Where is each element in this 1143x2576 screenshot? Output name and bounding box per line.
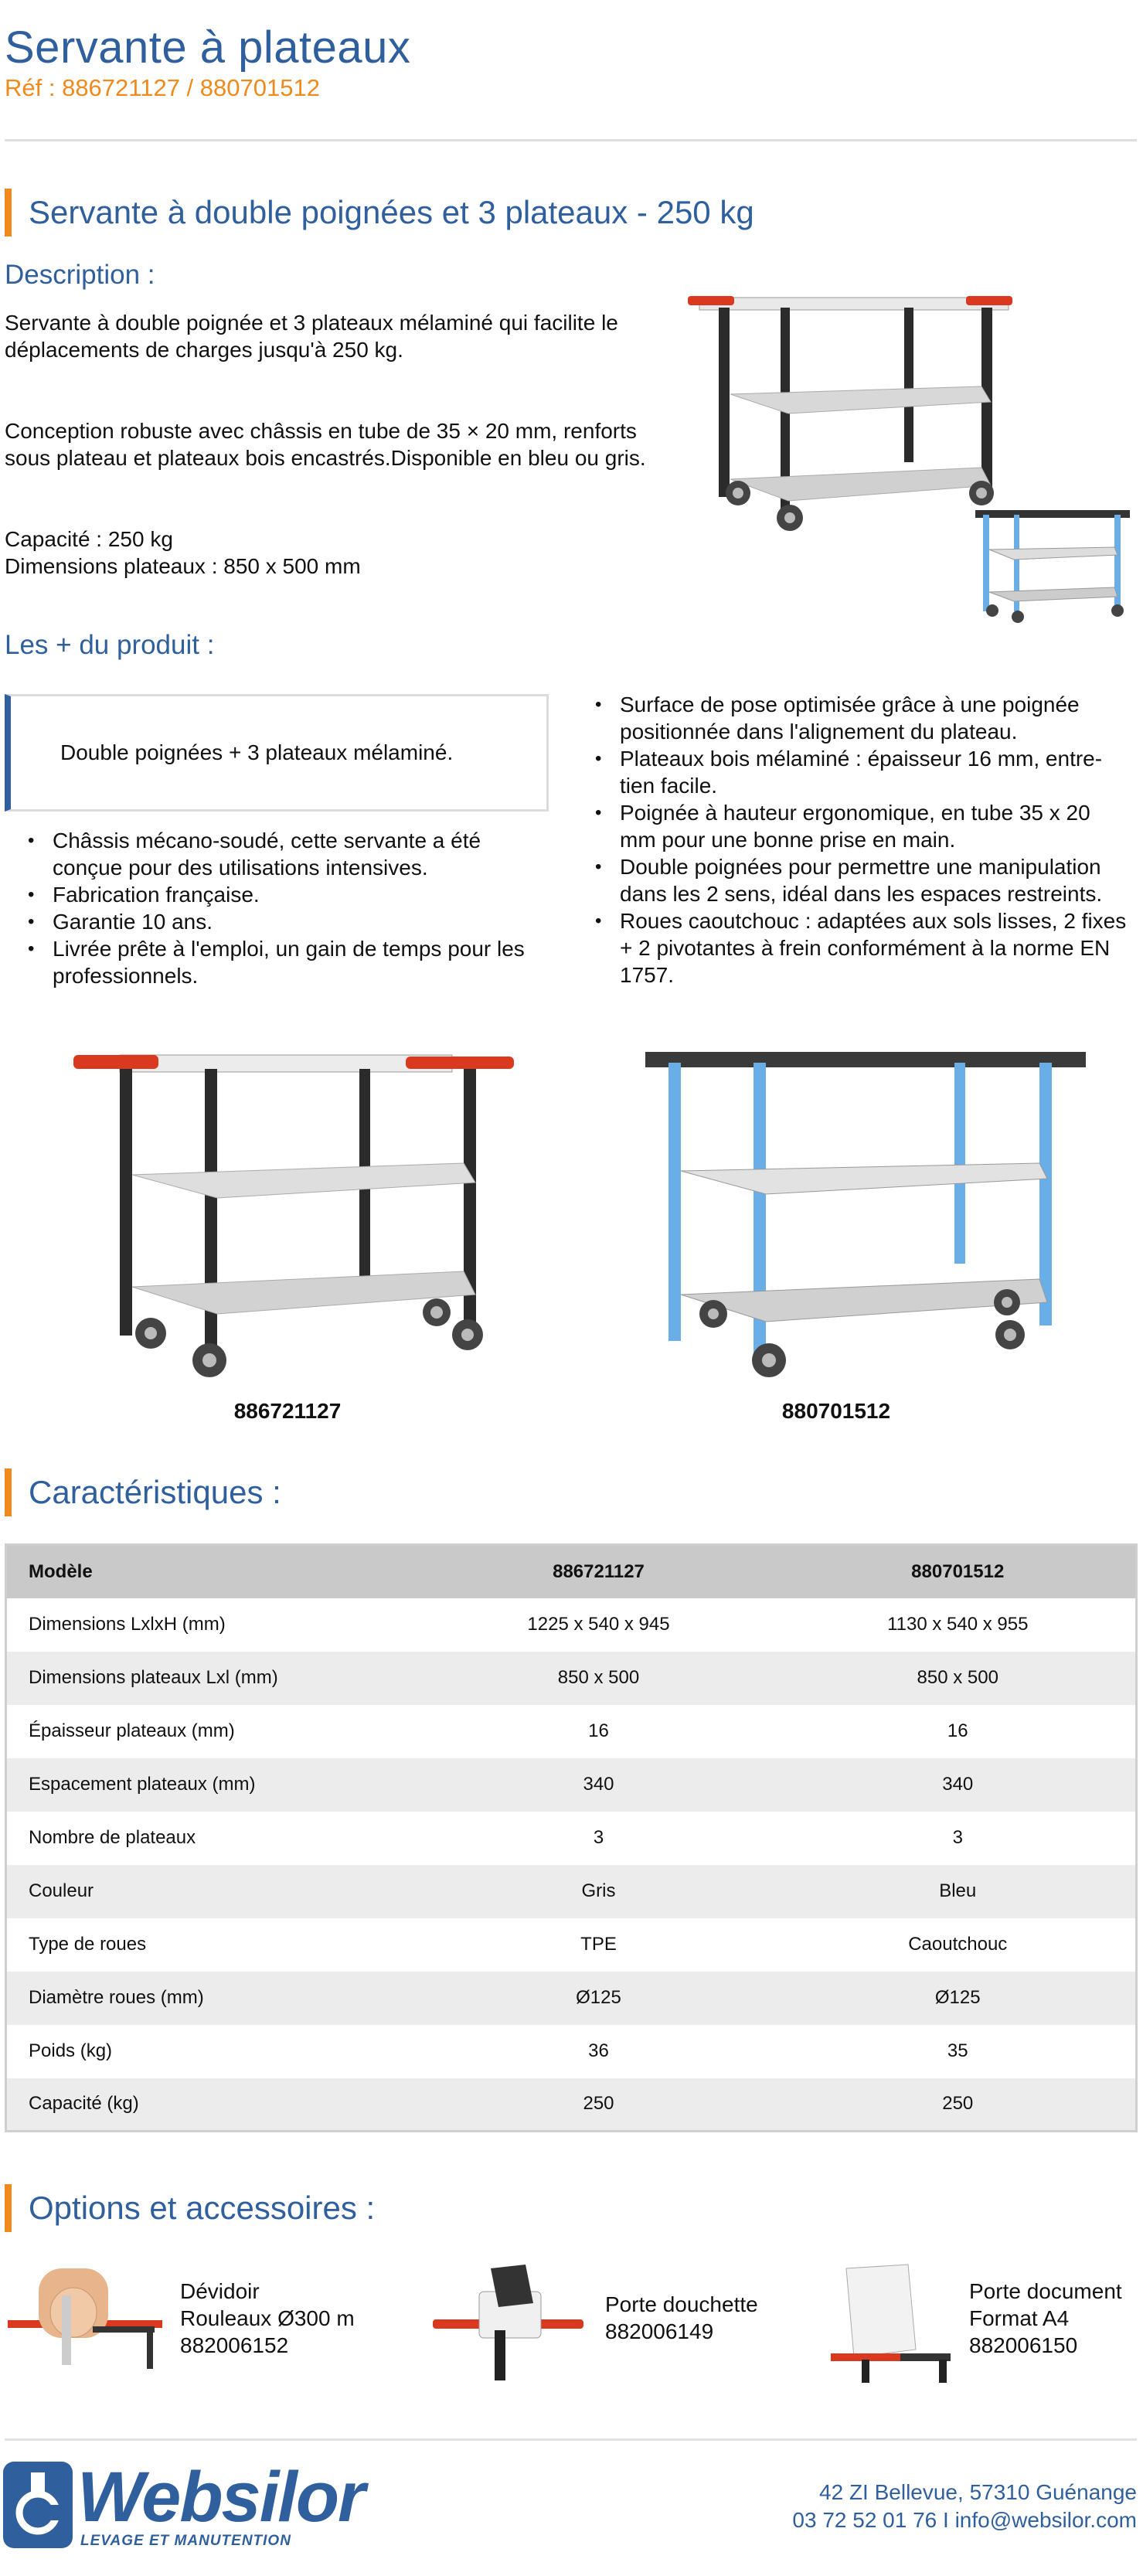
option-label: Dévidoir <box>180 2279 260 2303</box>
highlight-text: Double poignées + 3 plateaux mélaminé. <box>60 740 454 764</box>
grey-model-caption: 886721127 <box>233 1399 342 1423</box>
list-item: • Surface de pose optimisée grâce à une poignée positionnée dans l'alignement du plateau. <box>595 691 1128 745</box>
specs-table <box>5 1543 1138 2132</box>
column-header: 880701512 <box>911 1560 1005 1582</box>
list-item: • Livrée prête à l'emploi, un gain de temps pour les professionnels. <box>28 935 553 989</box>
description-specs <box>5 526 361 580</box>
option-document-holder-image <box>831 2261 951 2384</box>
description-paragraph-2: Conception robuste avec châssis en tube de 35 × 20 mm, renforts sous plateau et plateaux bois encastrés.Disponible en bleu ou gris. <box>5 419 646 470</box>
table-row: Dimensions plateaux Lxl (mm) 850 x 500 850 x 500 <box>6 1652 1137 1705</box>
grey-trolley-image <box>73 1047 518 1380</box>
right-features-list <box>595 691 1128 989</box>
table-row: Capacité (kg) 250 250 <box>6 2078 1137 2132</box>
list-item: • Double poignées pour permettre une manipulation dans les 2 sens, idéal dans les espaces restreints. <box>595 853 1128 907</box>
list-item: • Poignée à hauteur ergonomique, en tube 35 x 20 mm pour une bonne prise en main. <box>595 799 1128 853</box>
description-title: Description : <box>5 260 155 290</box>
list-item: • Plateaux bois mélaminé : épaisseur 16 mm, entre-tien facile. <box>595 745 1128 799</box>
option-label: Porte document <box>969 2279 1122 2303</box>
column-header: Modèle <box>29 1560 93 1582</box>
plus-title: Les + du produit : <box>5 630 215 660</box>
option-item-document-holder <box>969 2278 1122 2359</box>
option-dispenser-image <box>8 2265 162 2377</box>
websilor-logo[interactable] <box>3 2458 420 2550</box>
table-row: Dimensions LxlxH (mm) 1225 x 540 x 945 1130 x 540 x 955 <box>6 1598 1137 1652</box>
option-reference: 882006150 <box>969 2333 1078 2357</box>
footer-divider <box>5 2438 1137 2441</box>
product-heading <box>5 189 754 237</box>
product-heading-text: Servante à double poignées et 3 plateaux - 250 kg <box>29 194 754 230</box>
list-item: • Roues caoutchouc : adaptées aux sols lisses, 2 fixes + 2 pivotantes à frein conformément à la norme EN 1757. <box>595 907 1128 989</box>
table-row: Couleur Gris Bleu <box>6 1865 1137 1918</box>
list-item: • Fabrication française. <box>28 881 553 908</box>
column-header: 886721127 <box>553 1560 645 1582</box>
footer-contact <box>792 2479 1137 2534</box>
hero-grey-trolley-image <box>688 294 1020 541</box>
description-paragraph-1: Servante à double poignée et 3 plateaux mélaminé qui facilite le déplacements de charges jusqu'à 250 kg. <box>5 311 618 362</box>
blue-model-caption: 880701512 <box>781 1399 891 1423</box>
dimensions-text: Dimensions plateaux : 850 x 500 mm <box>5 554 361 578</box>
option-reference: 882006149 <box>605 2319 714 2343</box>
table-header-row <box>6 1545 1137 1598</box>
table-row: Espacement plateaux (mm) 340 340 <box>6 1758 1137 1812</box>
table-row: Poids (kg) 36 35 <box>6 2025 1137 2078</box>
table-row: Type de roues TPE Caoutchouc <box>6 1918 1137 1972</box>
footer-address: 42 ZI Bellevue, 57310 Guénange <box>819 2480 1137 2504</box>
blue-trolley-image <box>645 1047 1090 1380</box>
hook-icon <box>3 2462 73 2548</box>
header-divider <box>5 139 1137 141</box>
option-label: Porte douchette <box>605 2292 758 2316</box>
option-detail: Format A4 <box>969 2306 1070 2330</box>
specs-heading <box>5 1468 281 1516</box>
logo-tagline: LEVAGE ET MANUTENTION <box>80 2533 291 2549</box>
hero-blue-trolley-image <box>975 507 1130 623</box>
option-item-dispenser <box>180 2278 355 2359</box>
option-scanner-holder-image <box>433 2261 583 2380</box>
option-reference: 882006152 <box>180 2333 289 2357</box>
option-item-scanner-holder <box>605 2291 758 2345</box>
options-heading <box>5 2184 375 2232</box>
footer-phone-email[interactable]: 03 72 52 01 76 I info@websilor.com <box>792 2508 1137 2532</box>
option-detail: Rouleaux Ø300 m <box>180 2306 355 2330</box>
table-row: Diamètre roues (mm) Ø125 Ø125 <box>6 1972 1137 2025</box>
logo-wordmark: Websilor <box>77 2458 364 2537</box>
table-row: Nombre de plateaux 3 3 <box>6 1812 1137 1865</box>
specs-heading-text: Caractéristiques : <box>29 1474 281 1510</box>
options-heading-text: Options et accessoires : <box>29 2190 376 2226</box>
table-row: Épaisseur plateaux (mm) 16 16 <box>6 1705 1137 1758</box>
list-item: • Garantie 10 ans. <box>28 908 553 935</box>
capacity-text: Capacité : 250 kg <box>5 527 173 551</box>
left-features-list <box>28 827 553 989</box>
highlight-box <box>5 694 549 812</box>
page-title: Servante à plateaux <box>5 22 411 73</box>
product-reference: Réf : 886721127 / 880701512 <box>5 74 320 101</box>
list-item: • Châssis mécano-soudé, cette servante a été conçue pour des utilisations intensives. <box>28 827 553 881</box>
